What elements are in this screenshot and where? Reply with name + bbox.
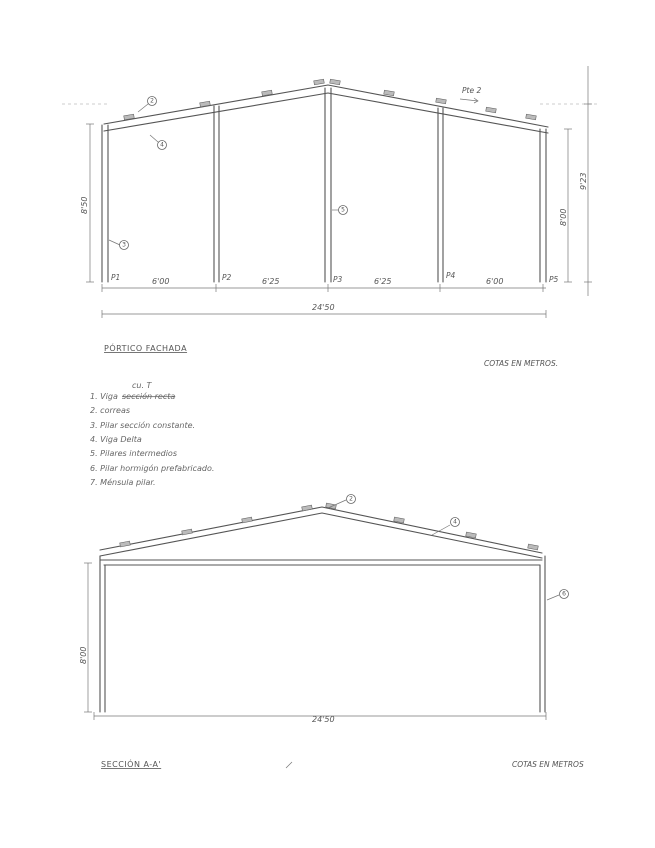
callout-3 [109,240,129,250]
legend-item-3: 3. Pilar sección constante. [90,421,196,430]
roof-bottom-chord [104,93,548,133]
purlin [436,98,447,104]
legend-item-4: 4. Viga Delta [90,435,142,444]
svg-text:2: 2 [150,97,154,105]
span-label-2: 6'25 [262,277,280,286]
pillar-label-p1: P1 [111,273,121,282]
section-total-width-label: 24'50 [312,715,335,724]
purlin [526,114,537,120]
svg-text:5: 5 [341,206,345,214]
pillar-p4 [438,108,443,282]
section-units-note: COTAS EN METROS [512,760,584,769]
svg-text:4: 4 [160,141,164,149]
purlin [182,529,193,535]
slope-label: Pte 2 [462,86,482,95]
section-title: SECCIÓN A-A' [101,760,162,769]
section-right-pillar [540,556,545,712]
purlin [302,505,313,511]
span-label-1: 6'00 [152,277,170,286]
callout-2 [138,97,157,113]
pencil-tick [286,762,292,768]
svg-text:3: 3 [122,241,126,249]
pillar-label-p2: P2 [222,273,232,282]
callout-4 [150,135,167,150]
right-outer-height-label: 9'23 [579,172,588,190]
legend-item-2: 2. correas [90,406,131,415]
section-callout-6 [547,590,569,601]
svg-text:2: 2 [349,495,353,503]
section-left-pillar [100,556,105,712]
pillar-p1 [102,125,108,282]
pillar-p3 [325,88,331,282]
portico-facade-drawing [62,66,598,318]
span-label-3: 6'25 [374,277,392,286]
right-inner-height-label: 8'00 [559,208,568,226]
purlin [120,541,131,547]
purlin [384,90,395,96]
portico-units-note: COTAS EN METROS. [484,359,559,368]
legend-correction: cu. T [132,381,152,390]
span-label-4: 6'00 [486,277,504,286]
legend [90,381,214,487]
pillar-label-p3: P3 [333,275,343,284]
section-drawing [79,495,569,725]
portico-title: PÓRTICO FACHADA [104,344,188,353]
legend-item-1-struck: sección recta [122,392,176,401]
legend-item-7: 7. Ménsula pilar. [90,478,156,487]
purlin [330,79,341,85]
pillar-p2 [214,106,219,282]
svg-text:4: 4 [453,518,457,526]
section-roof-top [100,507,542,553]
purlin [242,517,253,523]
pillar-label-p4: P4 [446,271,456,280]
svg-text:6: 6 [562,590,566,598]
legend-item-1: 1. Viga [90,392,118,401]
purlin [528,544,539,550]
callout-5 [332,206,348,215]
purlin [314,79,325,85]
legend-item-5: 5. Pilares intermedios [90,449,177,458]
section-height-label: 8'00 [79,646,88,664]
pillar-label-p5: P5 [549,275,559,284]
legend-item-6: 6. Pilar hormigón prefabricado. [90,464,215,473]
left-height-label: 8'50 [80,196,89,214]
pillar-p5 [540,129,546,282]
total-width-label: 24'50 [312,303,335,312]
purlin [486,107,497,113]
section-callout-2 [328,495,356,509]
